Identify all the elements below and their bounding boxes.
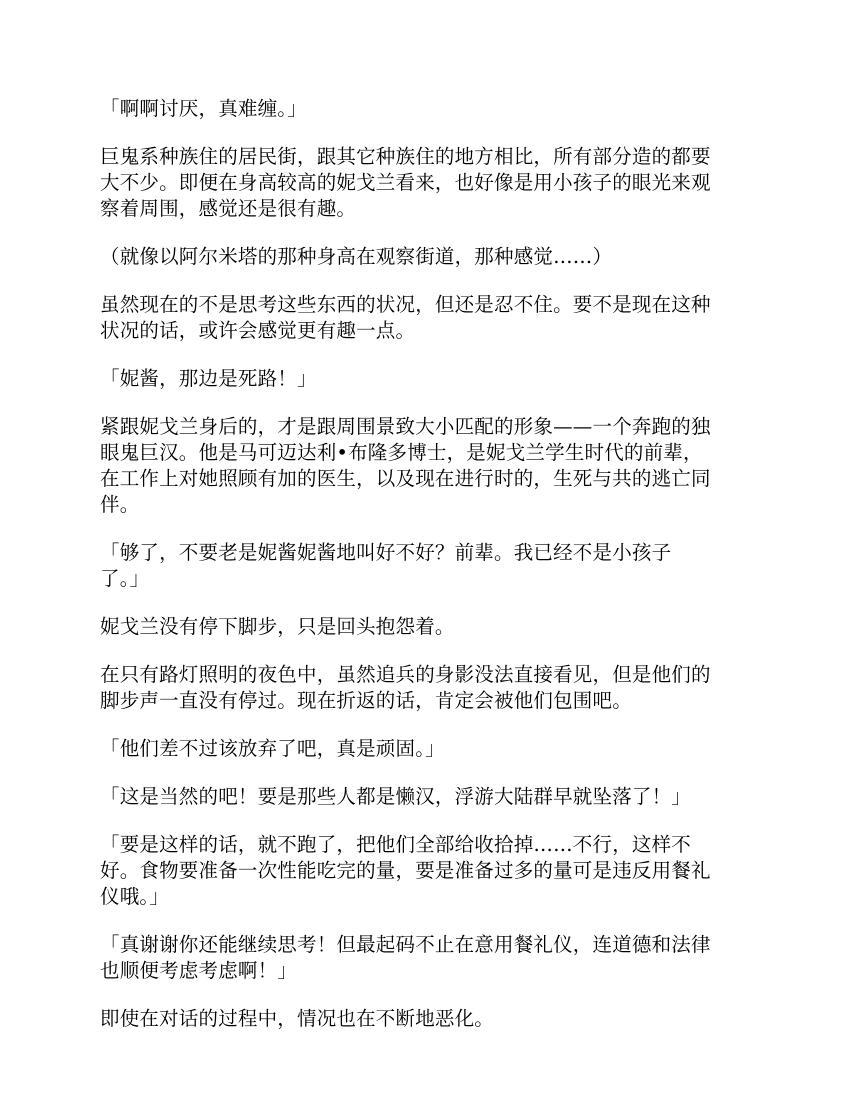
paragraph: 妮戈兰没有停下脚步，只是回头抱怨着。 xyxy=(100,615,455,638)
paragraph: 「妮酱，那边是死路！」 xyxy=(100,367,317,390)
paragraph: 「他们差不过该放弃了吧，真是顽固。」 xyxy=(100,737,445,760)
paragraph: 「真谢谢你还能继续思考！但最起码不止在意用餐礼仪，连道德和法律 也顺便考虑考虑啊！」 xyxy=(100,933,711,982)
paragraph: 「啊啊讨厌，真难缠。」 xyxy=(100,97,307,120)
paragraph: 「这是当然的吧！要是那些人都是懒汉，浮游大陆群早就坠落了！」 xyxy=(100,785,692,808)
paragraph: （就像以阿尔米塔的那种身高在观察街道，那种感觉……） xyxy=(100,245,613,268)
paragraph: 即使在对话的过程中，情况也在不断地恶化。 xyxy=(100,1007,495,1030)
document-body xyxy=(100,96,752,1054)
paragraph: 巨鬼系种族住的居民街，跟其它种族住的地方相比，所有部分造的都要 大不少。即便在身高较高的妮戈兰看来，也好像是用小孩子的眼光来观 察着周围，感觉还是很有趣。 xyxy=(100,145,711,220)
paragraph: 「够了，不要老是妮酱妮酱地叫好不好？前辈。我已经不是小孩子 了。」 xyxy=(100,541,672,590)
paragraph: 「要是这样的话，就不跑了，把他们全部给收拾掉……不行，这样不 好。食物要准备一次性能吃完的量，要是准备过多的量可是违反用餐礼 仪哦。」 xyxy=(100,833,711,908)
paragraph: 紧跟妮戈兰身后的，才是跟周围景致大小匹配的形象——一个奔跑的独 眼鬼巨汉。他是马可迈达利•布隆多博士，是妮戈兰学生时代的前辈， 在工作上对她照顾有加的医生，以及现在进行时的，生死与共的逃亡同 伴。 xyxy=(100,415,711,516)
paragraph: 虽然现在的不是思考这些东西的状况，但还是忍不住。要不是现在这种 状况的话，或许会感觉更有趣一点。 xyxy=(100,293,711,342)
paragraph: 在只有路灯照明的夜色中，虽然追兵的身影没法直接看见，但是他们的 脚步声一直没有停过。现在折返的话，肯定会被他们包围吧。 xyxy=(100,663,711,712)
